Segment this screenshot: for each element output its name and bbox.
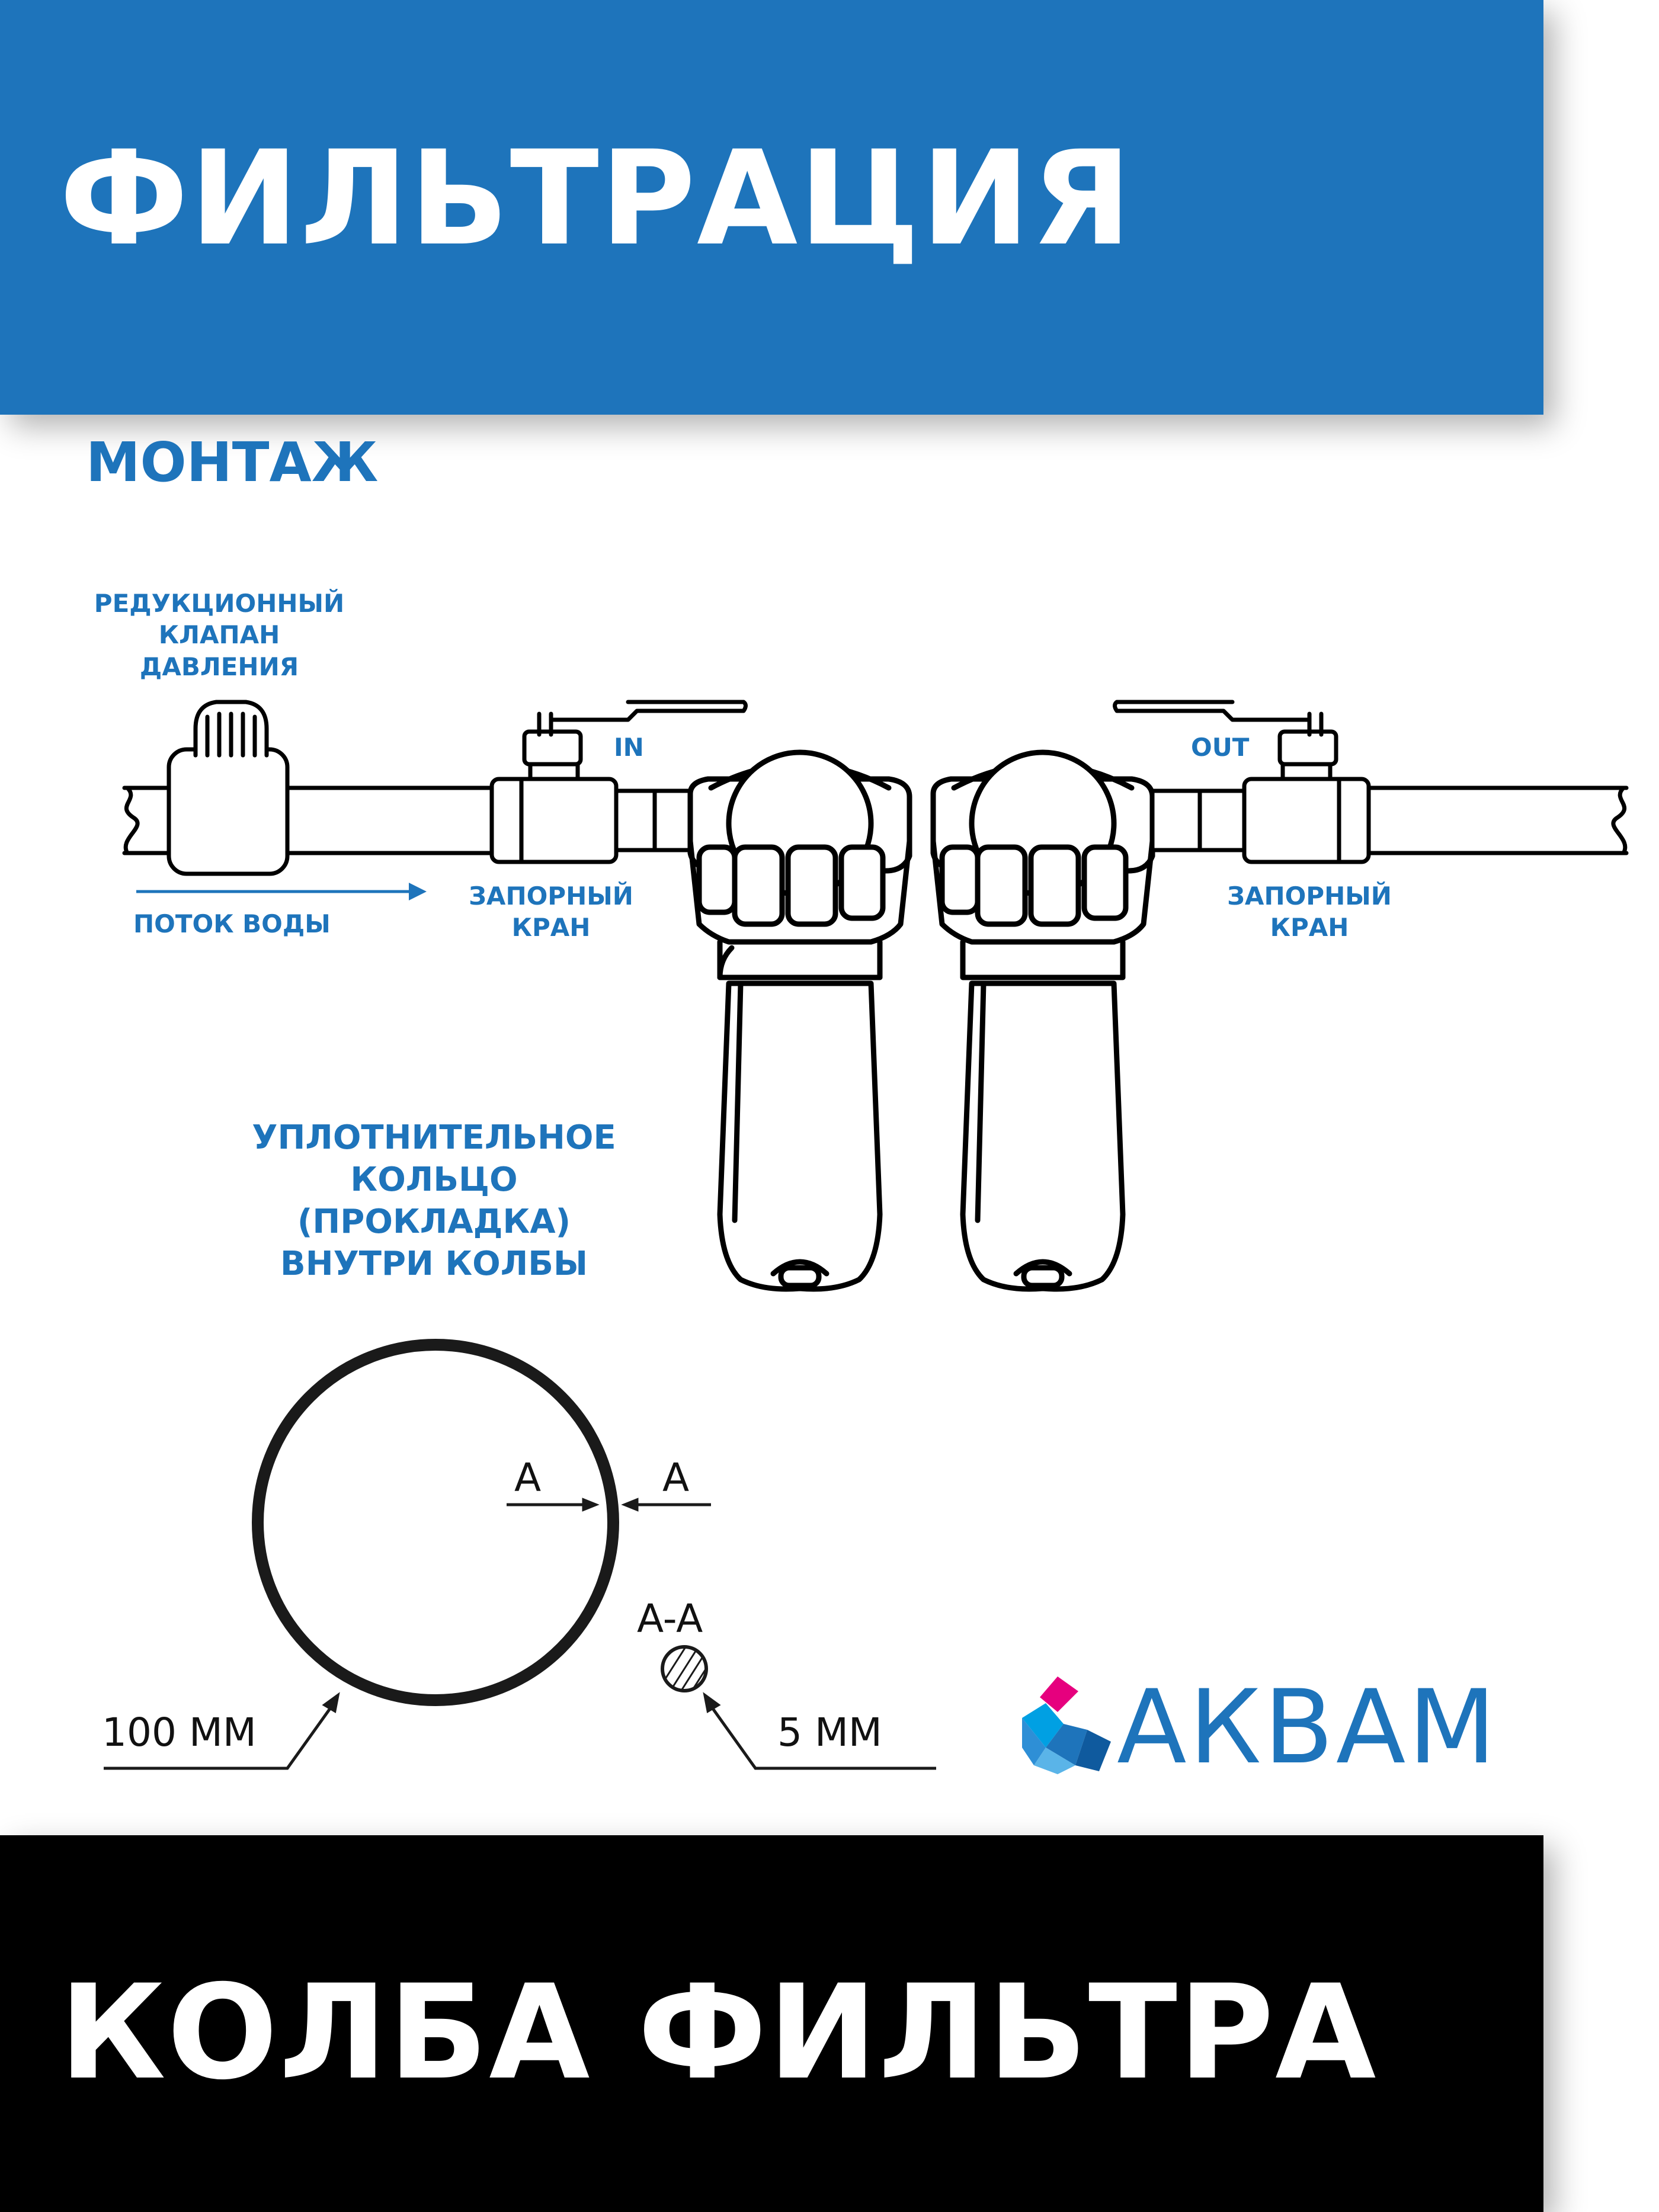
flow-arrow-icon [136, 883, 427, 900]
section-mark-right: A [662, 1455, 690, 1501]
section-subtitle: МОНТАЖ [86, 431, 379, 494]
thickness-dimension: 5 ММ [777, 1710, 882, 1755]
footer-banner [0, 1835, 1543, 2212]
brand-logo [1022, 1668, 1543, 1789]
section-mark-left: A [514, 1455, 542, 1501]
reducer-label: РЕДУКЦИОННЫЙ КЛАПАН ДАВЛЕНИЯ [94, 589, 345, 681]
filter-housing-1-icon [690, 752, 909, 1289]
flow-label: ПОТОК ВОДЫ [133, 909, 331, 938]
valve-right-label: ЗАПОРНЫЙ КРАН [1227, 881, 1392, 942]
logo-wordmark: АКВАМ [1117, 1668, 1498, 1787]
page-title: ФИЛЬТРАЦИЯ [59, 123, 1133, 274]
pressure-reducer-icon [169, 702, 287, 874]
in-label: IN [614, 733, 644, 762]
nipple-right [1152, 791, 1200, 850]
out-label: OUT [1191, 733, 1250, 762]
diameter-dimension: 100 ММ [102, 1710, 257, 1755]
pipe-right [1369, 788, 1626, 853]
section-label: A-A [637, 1596, 703, 1642]
valve-left-label: ЗАПОРНЫЙ КРАН [469, 881, 633, 942]
o-ring-circle [258, 1345, 613, 1700]
o-ring-label: УПЛОТНИТЕЛЬНОЕ КОЛЬЦО (ПРОКЛАДКА) ВНУТРИ КОЛБЫ [252, 1118, 616, 1284]
footer-title: КОЛБА ФИЛЬТРА [59, 1957, 1378, 2108]
filter-housing-2-icon [933, 752, 1152, 1289]
akvam-logo-icon [1022, 1676, 1111, 1777]
